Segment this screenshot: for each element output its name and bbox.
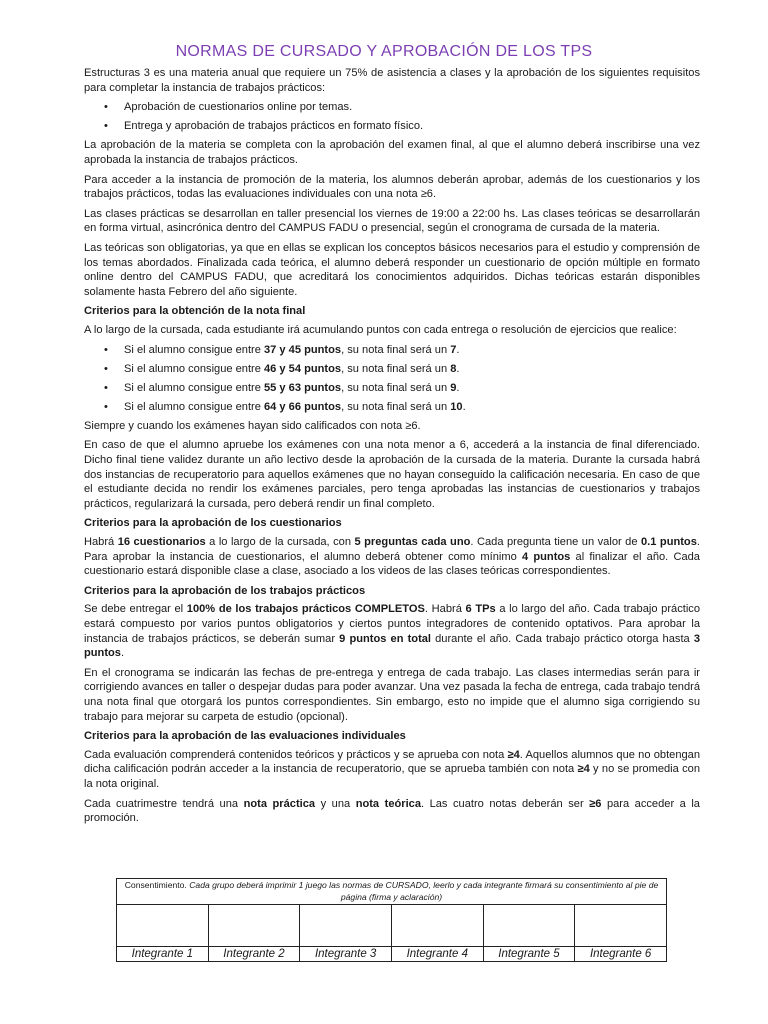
list-item: • Entrega y aprobación de trabajos prácticos en formato físico. <box>104 119 700 134</box>
section-heading-trabajos: Criterios para la aprobación de los trabajos prácticos <box>84 584 366 597</box>
paragraph: Siempre y cuando los exámenes hayan sido calificados con nota ≥6. <box>84 419 421 432</box>
paragraph: La aprobación de la materia se completa con la aprobación del examen final, al que el alumno deberá inscribirse una vez aprobada la instancia de trabajos prácticos. <box>84 139 700 166</box>
consent-header <box>117 879 667 905</box>
section-heading-cuestionarios: Criterios para la aprobación de los cuestionarios <box>84 517 342 530</box>
grade-list <box>84 343 700 415</box>
section-heading-evaluaciones: Criterios para la aprobación de las evaluaciones individuales <box>84 730 406 743</box>
paragraph: Las clases prácticas se desarrollan en taller presencial los viernes de 19:00 a 22:00 hs. Las clases teóricas se desarrollarán en forma virtual, asincrónica dentro del CAMPUS FADU o presencial, según el cronograma de cursada de la materia. <box>84 207 700 235</box>
page-title: NORMAS DE CURSADO Y APROBACIÓN DE LOS TPS <box>175 43 593 60</box>
signature-cell[interactable] <box>391 905 483 947</box>
member-label: Integrante 4 <box>391 947 483 962</box>
paragraph: Cada evaluación comprenderá contenidos teóricos y prácticos y se aprueba con nota ≥4. Aquellos alumnos que no obtengan dicha calificación podrán acceder a la instancia de recuperatorio, que se aprueba también con nota ≥4 y no se promedia con la nota original. <box>84 748 700 790</box>
member-label: Integrante 6 <box>575 947 667 962</box>
paragraph: Las teóricas son obligatorias, ya que en ellas se explican los conceptos básicos necesarios para el estudio y comprensión de los temas abordados. Finalizada cada teórica, el alumno deberá responder un cuestionario de opción múltiple en formato online dentro del CAMPUS FADU, que acreditará los conocimientos adquiridos. Dichas teóricas estarán disponibles solamente hasta Febrero del año siguiente. <box>84 241 700 298</box>
paragraph: Cada cuatrimestre tendrá una nota práctica y una nota teórica. Las cuatro notas deberán ser ≥6 para acceder a la promoción. <box>84 797 700 825</box>
member-label: Integrante 5 <box>483 947 575 962</box>
paragraph: Se debe entregar el 100% de los trabajos prácticos COMPLETOS. Habrá 6 TPs a lo largo del año. Cada trabajo práctico estará compuesto por varios puntos obligatorios y ciertos puntos integradores de contenido optativos. Para aprobar la instancia de trabajos prácticos, se deberán sumar 9 puntos en total durante el año. Cada trabajo práctico otorga hasta 3 puntos. <box>84 603 700 660</box>
list-item: • Si el alumno consigue entre 46 y 54 puntos, su nota final será un 8. <box>104 362 700 377</box>
requirements-list <box>84 100 700 134</box>
list-item: • Si el alumno consigue entre 37 y 45 puntos, su nota final será un 7. <box>104 343 700 358</box>
signature-cell[interactable] <box>300 905 392 947</box>
intro-paragraph: Estructuras 3 es una materia anual que requiere un 75% de asistencia a clases y la aprobación de los siguientes requisitos para completar la instancia de trabajos prácticos: <box>84 67 700 94</box>
list-item: • Si el alumno consigue entre 64 y 66 puntos, su nota final será un 10. <box>104 400 700 415</box>
consent-instruction: Cada grupo deberá imprimir 1 juego las normas de CURSADO, leerlo y cada integrante firmará su consentimiento al pie de página (firma y aclaración) <box>189 880 659 902</box>
signature-cell[interactable] <box>117 905 209 947</box>
paragraph: En caso de que el alumno apruebe los exámenes con una nota menor a 6, accederá a la instancia de final diferenciado. Dicho final tiene validez durante un año lectivo desde la aprobación de la cursada de la materia. Durante la cursada habrá dos instancias de recuperatorio para aquellos exámenes que no hayan conseguido la calificación necesaria. En caso de que el estudiante decida no rendir los exámenes parciales, pero tenga aprobadas las instancias de cuestionarios y trabajos prácticos, regularizará la cursada, pero deberá rendir un final completo. <box>84 439 700 510</box>
signature-cell[interactable] <box>208 905 300 947</box>
consent-label: Consentimiento. <box>124 880 187 890</box>
paragraph: En el cronograma se indicarán las fechas de pre-entrega y entrega de cada trabajo. Las clases intermedias serán para ir corrigiendo avances en taller o despejar dudas para poder avanzar. Una vez pasada la fecha de entrega, cada trabajo tendrá una nota final que otorgará los puntos correspondientes. Sin embargo, esto no impide que el alumno siga corrigiendo su trabajo para mejorar su carpeta de estudio (opcional). <box>84 666 700 723</box>
paragraph: A lo largo de la cursada, cada estudiante irá acumulando puntos con cada entrega o resolución de ejercicios que realice: <box>84 323 677 336</box>
member-label: Integrante 2 <box>208 947 300 962</box>
list-item: • Aprobación de cuestionarios online por temas. <box>104 100 700 115</box>
section-heading-nota-final: Criterios para la obtención de la nota final <box>84 305 306 318</box>
document-body <box>84 66 700 831</box>
consent-table <box>116 878 667 962</box>
paragraph: Para acceder a la instancia de promoción de la materia, los alumnos deberán aprobar, además de los cuestionarios y los trabajos prácticos, todas las evaluaciones individuales con una nota ≥6. <box>84 173 700 201</box>
paragraph: Habrá 16 cuestionarios a lo largo de la cursada, con 5 preguntas cada uno. Cada pregunta tiene un valor de 0.1 puntos. Para aprobar la instancia de cuestionarios, el alumno deberá obtener como mínimo 4 puntos al finalizar el año. Cada cuestionario estará disponible clase a clase, asociado a los videos de las clases teóricas correspondientes. <box>84 536 700 578</box>
list-item: • Si el alumno consigue entre 55 y 63 puntos, su nota final será un 9. <box>104 381 700 396</box>
member-label: Integrante 3 <box>300 947 392 962</box>
member-label: Integrante 1 <box>117 947 209 962</box>
signature-cell[interactable] <box>483 905 575 947</box>
signature-cell[interactable] <box>575 905 667 947</box>
